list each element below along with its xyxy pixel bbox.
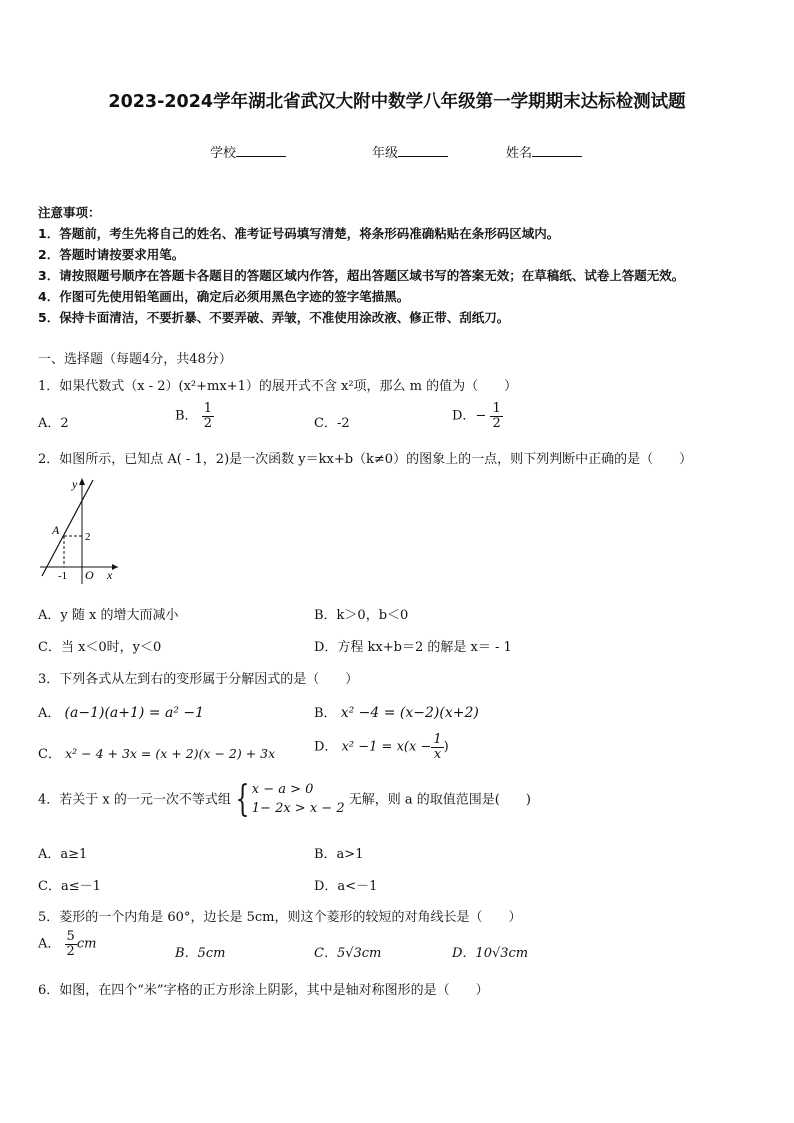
note-item: 4．作图可先使用铅笔画出，确定后必须用黑色字迹的签字笔描黑。 [38,289,410,304]
q3-option-a [38,702,204,721]
q4-inequality-system [231,778,345,820]
school-blank [236,144,286,157]
q3-option-b-label: B． [314,706,337,721]
q1-option-d-fraction [490,402,502,430]
q3-option-d [314,733,449,761]
q1-option-c: C．-2 [314,416,350,431]
denominator: x [433,746,442,762]
origin-label: O [85,568,94,582]
name-blank [532,144,582,157]
q1-option-b [175,402,214,430]
question-6-stem: 6．如图，在四个“米”字格的正方形涂上阴影，其中是轴对称图形的是（ ） [38,983,489,998]
q5-option-a [38,930,96,958]
tick-neg1-label: -1 [58,570,68,582]
q1-option-b-fraction [202,402,214,430]
section-heading: 一、选择题（每题4分，共48分） [38,352,232,367]
y-axis-label: y [72,477,78,491]
q3-option-d-label: D． [314,739,338,755]
q2-option-a: A．y 随 x 的增大而减小 [38,608,179,623]
q5-option-c: C．5√3cm [314,946,382,961]
point-a-label: A [52,523,60,537]
inequality-1: x − a > 0 [251,782,314,797]
q1-option-b-label: B． [175,408,198,424]
grade-label: 年级 [372,146,399,161]
school-label: 学校 [210,146,237,161]
tick-2-label: 2 [85,531,91,543]
q2-option-b: B．k＞0，b＜0 [314,608,409,623]
question-3-stem: 3．下列各式从左到右的变形属于分解因式的是（ ） [38,672,359,687]
unit: cm [76,936,97,952]
x-axis-label: x [107,568,113,582]
q4-option-d: D．a<－1 [314,879,378,894]
q2-option-c: C．当 x＜0时，y＜0 [38,640,162,655]
name-field [506,142,582,161]
minus-sign: − [475,408,487,424]
brace-symbol: { [235,778,250,820]
y-axis-arrow [79,478,85,485]
denominator: 2 [66,943,75,959]
note-item: 1．答题前，考生先将自己的姓名、准考证号码填写清楚，将条形码准确粘贴在条形码区域内。 [38,226,560,241]
note-item: 2．答题时请按要求用笔。 [38,247,185,262]
question-5-stem: 5．菱形的一个内角是 60°，边长是 5cm，则这个菱形的较短的对角线长是（ ） [38,910,522,925]
q3-option-c-label: C． [38,747,61,762]
q1-option-d [452,402,503,430]
numerator: 5 [66,929,75,944]
grade-blank [398,144,448,157]
denominator: 2 [492,415,501,431]
notes-heading: 注意事项： [38,205,101,220]
q1-option-a: A．2 [38,416,69,431]
q3-option-c-expr: x² − 4 + 3x = (x + 2)(x − 2) + 3x [65,746,276,761]
q4-stem-post: 无解，则 a 的取值范围是( ) [348,792,531,808]
school-field [210,142,286,161]
q3-option-a-label: A． [38,706,61,721]
q5-option-b: B．5cm [175,946,226,961]
q5-option-a-fraction [65,930,77,958]
x-axis-arrow [112,564,118,570]
numerator: 1 [433,732,442,747]
note-item: 5．保持卡面清洁，不要折暴、不要弄破、弄皱，不准使用涂改液、修正带、刮纸刀。 [38,310,510,325]
numerator: 1 [492,401,501,416]
question-2-stem: 2．如图所示，已知点 A( - 1，2)是一次函数 y＝kx+b（k≠0）的图象上的一点，则下列判断中正确的是（ ） [38,452,693,467]
q4-stem-pre: 4．若关于 x 的一元一次不等式组 [38,792,231,808]
q3-option-c [38,743,275,762]
q1-option-d-label: D． [452,408,476,424]
grade-field [372,142,448,161]
q4-option-b: B．a>1 [314,847,364,862]
q2-graph [32,472,132,587]
question-1-stem: 1．如果代数式（x - 2）(x²+mx+1）的展开式不含 x²项，那么 m 的值为（ ） [38,379,518,394]
q3-option-b-expr: x² −4 = (x−2)(x+2) [340,705,479,721]
inequality-2: 1− 2x > x − 2 [251,800,345,816]
q2-option-d: D．方程 kx+b＝2 的解是 x＝ - 1 [314,640,512,655]
inequality-lines [252,781,345,819]
name-label: 姓名 [506,146,533,161]
q3-option-d-expr: x² −1 = x(x − [341,739,432,755]
note-item: 3．请按照题号顺序在答题卡各题目的答题区域内作答，超出答题区域书写的答案无效；在草稿纸、试卷上答题无效。 [38,268,685,283]
q4-option-c: C．a≤－1 [38,879,101,894]
q3-option-d-fraction [431,733,443,761]
close-paren: ) [443,739,449,755]
q5-option-a-label: A． [38,936,61,952]
function-line [42,480,93,576]
denominator: 2 [203,415,212,431]
q3-option-b [314,702,479,721]
q4-option-a: A．a≥1 [38,847,88,862]
q5-option-d: D．10√3cm [452,946,529,961]
question-4-stem [38,778,531,820]
q3-option-a-expr: (a−1)(a+1) = a² −1 [64,705,205,721]
page-title: 2023-2024学年湖北省武汉大附中数学八年级第一学期期末达标检测试题 [108,92,686,112]
numerator: 1 [203,401,212,416]
